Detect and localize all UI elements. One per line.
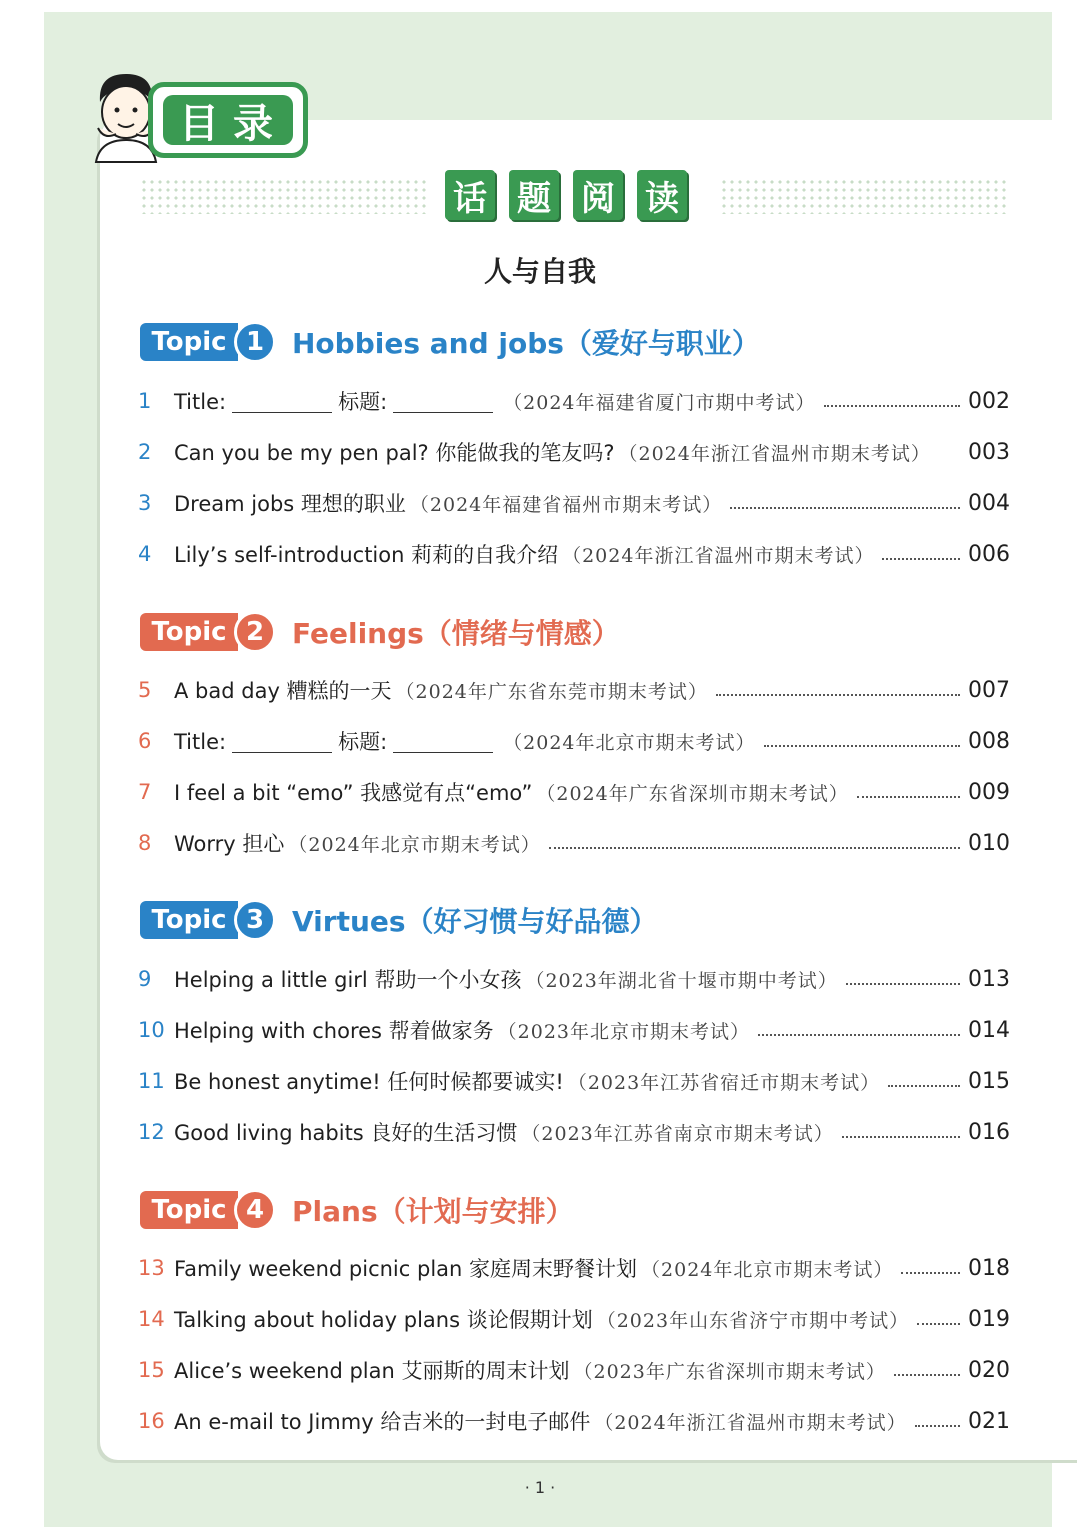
topic-name: Plans（计划与安排） (292, 1195, 574, 1228)
entry-number: 1 (138, 389, 152, 413)
toc-entry[interactable] (138, 539, 1010, 569)
entry-page: 014 (968, 1017, 1010, 1043)
entry-source: （2024年北京市期末考试） (641, 1258, 894, 1281)
toc-entry[interactable] (138, 675, 1010, 705)
entry-source: （2023年湖北省十堰市期中考试） (525, 969, 838, 992)
toc-entry[interactable] (138, 437, 1010, 467)
entry-number: 11 (138, 1069, 165, 1093)
topic-number: 1 (234, 321, 276, 363)
dot-pattern-left (140, 178, 430, 214)
entry-source: （2024年福建省福州市期末考试） (409, 493, 723, 516)
entry-page: 004 (968, 490, 1010, 516)
entry-number: 12 (138, 1120, 165, 1144)
leader-dots (764, 735, 960, 747)
topic-heading-1 (140, 320, 760, 364)
leader-dots (888, 1075, 960, 1087)
entry-title: Worry 担心 (174, 832, 285, 856)
topic-number: 2 (234, 611, 276, 653)
entry-source: （2024年浙江省温州市期末考试） (594, 1411, 907, 1434)
entry-source: （2024年北京市期末考试） (288, 833, 541, 856)
entry-title: Lily’s self-introduction 莉莉的自我介绍 (174, 543, 559, 567)
entry-title: Talking about holiday plans 谈论假期计划 (174, 1308, 593, 1332)
entry-page: 007 (968, 677, 1010, 703)
toc-entry[interactable] (138, 777, 1010, 807)
entry-source: （2023年江苏省宿迁市期末考试） (567, 1071, 881, 1094)
leader-dots (882, 548, 960, 560)
toc-entry[interactable] (138, 386, 1010, 416)
leader-dots (758, 1024, 960, 1036)
leader-dots (824, 395, 960, 407)
entry-source: （2024年广东省深圳市期末考试） (536, 782, 849, 805)
topic-heading-3 (140, 898, 658, 942)
entry-title: Title: 标题: (174, 386, 499, 416)
leader-dots (857, 786, 960, 798)
entry-page: 019 (968, 1306, 1010, 1332)
topic-word: Topic (140, 323, 238, 361)
entry-page: 015 (968, 1068, 1010, 1094)
topic-heading-2 (140, 610, 620, 654)
entry-title: Dream jobs 理想的职业 (174, 492, 406, 516)
entry-number: 8 (138, 831, 152, 855)
leader-dots (730, 497, 960, 509)
entry-title: A bad day 糟糕的一天 (174, 679, 392, 703)
entry-page: 003 (968, 439, 1010, 465)
topic-number: 4 (234, 1189, 276, 1231)
toc-entry[interactable] (138, 1066, 1010, 1096)
entry-source: （2024年浙江省温州市期末考试） (562, 544, 875, 567)
entry-title: Good living habits 良好的生活习惯 (174, 1121, 518, 1145)
leader-dots (846, 973, 960, 985)
toc-entry[interactable] (138, 1117, 1010, 1147)
toc-entry[interactable] (138, 726, 1010, 756)
entry-number: 2 (138, 440, 152, 464)
entry-number: 15 (138, 1358, 165, 1382)
topic-badge (140, 323, 278, 361)
topic-badge (140, 1191, 278, 1229)
toc-entry[interactable] (138, 1406, 1010, 1436)
entry-title: An e-mail to Jimmy 给吉米的一封电子邮件 (174, 1410, 591, 1434)
section-title-char: 题 (509, 170, 559, 220)
toc-entry[interactable] (138, 964, 1010, 994)
entry-page: 016 (968, 1119, 1010, 1145)
dot-pattern-right (720, 178, 1010, 214)
contents-tab (148, 82, 308, 158)
entry-page: 020 (968, 1357, 1010, 1383)
section-title-char: 读 (637, 170, 687, 220)
entry-page: 006 (968, 541, 1010, 567)
topic-badge (140, 613, 278, 651)
entry-page: 002 (968, 388, 1010, 414)
entry-title: Title: 标题: (174, 726, 499, 756)
leader-dots (549, 837, 960, 849)
entry-number: 5 (138, 678, 152, 702)
entry-source: （2023年江苏省南京市期末考试） (521, 1122, 834, 1145)
toc-entry[interactable] (138, 1253, 1010, 1283)
toc-entry[interactable] (138, 1304, 1010, 1334)
entry-number: 9 (138, 967, 152, 991)
entry-page: 018 (968, 1255, 1010, 1281)
entry-title: Helping with chores 帮着做家务 (174, 1019, 494, 1043)
entry-title: Be honest anytime! 任何时候都要诚实! (174, 1070, 564, 1094)
section-title (445, 170, 687, 220)
toc-entry[interactable] (138, 488, 1010, 518)
toc-entry[interactable] (138, 1355, 1010, 1385)
entry-title: Family weekend picnic plan 家庭周末野餐计划 (174, 1257, 638, 1281)
page-number: · 1 · (524, 1478, 556, 1497)
topic-name: Virtues（好习惯与好品德） (292, 905, 658, 938)
entry-title: Alice’s weekend plan 艾丽斯的周末计划 (174, 1359, 570, 1383)
entry-page: 008 (968, 728, 1010, 754)
entry-source: （2023年北京市期末考试） (497, 1020, 751, 1043)
subheading: 人与自我 (483, 255, 596, 288)
leader-dots (917, 1313, 960, 1325)
entry-number: 7 (138, 780, 152, 804)
entry-page: 021 (968, 1408, 1010, 1434)
entry-title: Helping a little girl 帮助一个小女孩 (174, 968, 522, 992)
topic-badge (140, 901, 278, 939)
entry-page: 013 (968, 966, 1010, 992)
entry-page: 009 (968, 779, 1010, 805)
entry-source: （2024年浙江省温州市期末考试） (618, 442, 931, 465)
leader-dots (894, 1364, 960, 1376)
topic-word: Topic (140, 901, 238, 939)
leader-dots (915, 1415, 960, 1427)
leader-dots (939, 447, 960, 457)
entry-number: 6 (138, 729, 152, 753)
entry-source: （2024年北京市期末考试） (503, 731, 756, 754)
topic-heading-4 (140, 1188, 574, 1232)
entry-source: （2023年广东省深圳市期末考试） (573, 1360, 886, 1383)
entry-number: 4 (138, 542, 152, 566)
entry-number: 13 (138, 1256, 165, 1280)
section-title-char: 阅 (573, 170, 623, 220)
entry-number: 14 (138, 1307, 165, 1331)
toc-entry[interactable] (138, 828, 1010, 858)
topic-name: Hobbies and jobs（爱好与职业） (292, 327, 760, 360)
contents-tab-label: 目录 (163, 95, 293, 145)
entry-source: （2024年福建省厦门市期中考试） (503, 391, 816, 414)
entry-number: 3 (138, 491, 152, 515)
entry-number: 10 (138, 1018, 165, 1042)
entry-title: I feel a bit “emo” 我感觉有点“emo” (174, 781, 533, 805)
entry-page: 010 (968, 830, 1010, 856)
leader-dots (901, 1262, 960, 1274)
entry-number: 16 (138, 1409, 165, 1433)
entry-title: Can you be my pen pal? 你能做我的笔友吗? (174, 441, 615, 465)
entry-source: （2024年广东省东莞市期末考试） (395, 680, 708, 703)
topic-name: Feelings（情绪与情感） (292, 617, 620, 650)
toc-entry[interactable] (138, 1015, 1010, 1045)
section-title-char: 话 (445, 170, 495, 220)
topic-number: 3 (234, 899, 276, 941)
leader-dots (716, 684, 960, 696)
entry-source: （2023年山东省济宁市期中考试） (596, 1309, 910, 1332)
topic-word: Topic (140, 1191, 238, 1229)
topic-word: Topic (140, 613, 238, 651)
leader-dots (842, 1126, 960, 1138)
